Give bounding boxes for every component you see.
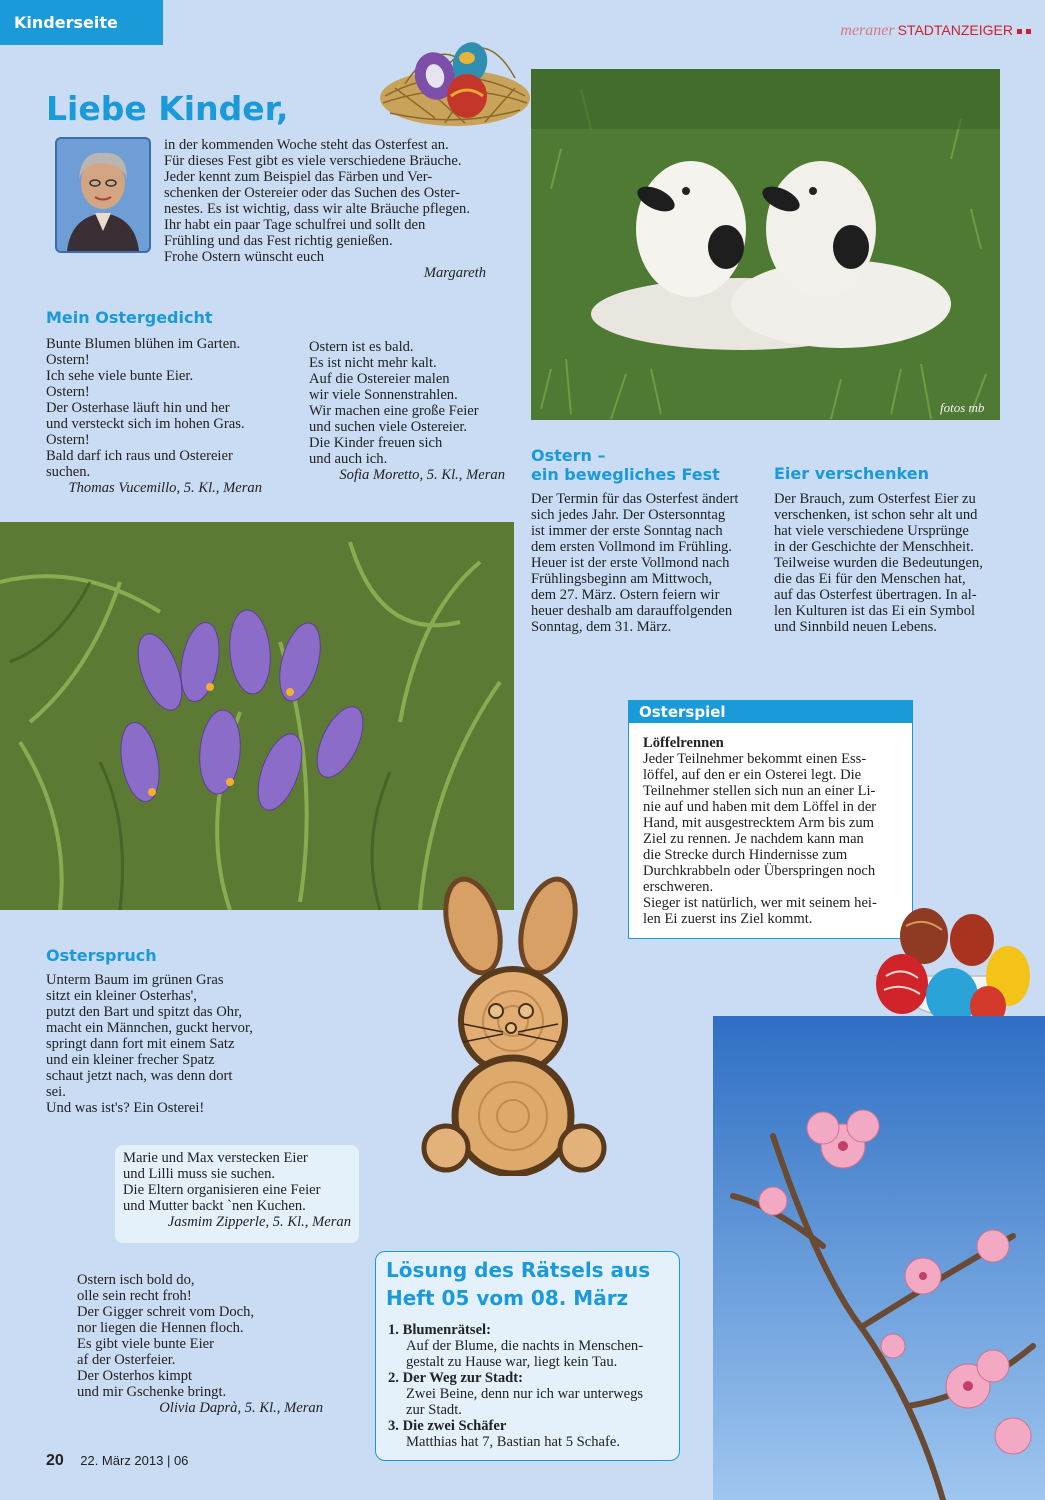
solution-name: Der Weg zur Stadt: xyxy=(402,1370,524,1386)
poem-line: Bunte Blumen blühen im Garten. xyxy=(46,336,241,352)
masthead-name: STADTANZEIGER xyxy=(897,22,1013,38)
saying-line: macht ein Männchen, guckt hervor, xyxy=(46,1020,253,1036)
game-line: die Strecke durch Hindernisse zum xyxy=(643,847,848,863)
lambs-photo xyxy=(531,69,1000,420)
article2-title: Eier verschenken xyxy=(774,464,929,483)
intro-line: in der kommenden Woche steht das Osterfest an. xyxy=(164,137,449,153)
story-text xyxy=(123,1150,351,1230)
solution-number: 1. xyxy=(388,1322,399,1338)
issue-date: 22. März 2013 | 06 xyxy=(80,1453,189,1468)
game-line: Durchkrabbeln oder Überspringen noch xyxy=(643,863,876,879)
game-header: Osterspiel xyxy=(629,701,912,723)
story-line: Die Eltern organisieren eine Feier xyxy=(123,1182,321,1198)
game-line: Teilnehmer stellen sich nun an einer Li- xyxy=(643,783,876,799)
poem1-title: Mein Ostergedicht xyxy=(46,308,213,327)
poem2-text xyxy=(309,339,505,483)
poem1-text xyxy=(46,336,262,496)
article-line: dem ersten Vollmond im Frühling. xyxy=(531,539,732,555)
intro-line: Für dieses Fest gibt es viele verschiedene Bräuche. xyxy=(164,153,462,169)
author-portrait xyxy=(55,137,151,253)
poem-line: und versteckt sich im hohen Gras. xyxy=(46,416,245,432)
poem-line: Die Kinder freuen sich xyxy=(309,435,443,451)
article-line: sich jedes Jahr. Der Ostersonntag xyxy=(531,507,726,523)
dialect-line: Der Osterhos kimpt xyxy=(77,1368,193,1384)
article-line: Teilweise wurden die Bedeutungen, xyxy=(774,555,983,571)
article-line: Der Termin für das Osterfest ändert xyxy=(531,491,739,507)
article1-title-line: ein bewegliches Fest xyxy=(531,465,720,484)
saying-text xyxy=(46,972,272,1116)
game-line: Hand, mit ausgestrecktem Arm bis zum xyxy=(643,815,875,831)
saying-line: Unterm Baum im grünen Gras xyxy=(46,972,224,988)
poem-line: suchen. xyxy=(46,464,91,480)
solution-number: 3. xyxy=(388,1418,399,1434)
poem-line: Ich sehe viele bunte Eier. xyxy=(46,368,194,384)
saying-line: schaut jetzt nach, was denn dort xyxy=(46,1068,233,1084)
masthead xyxy=(840,22,1031,40)
saying-title: Osterspruch xyxy=(46,946,157,965)
game-box xyxy=(628,700,913,939)
article1-text xyxy=(531,491,756,635)
article-line: in der Geschichte der Menschheit. xyxy=(774,539,974,555)
article1-title-line: Ostern – xyxy=(531,446,606,465)
masthead-square-icon xyxy=(1026,29,1031,34)
poem-line: Ostern! xyxy=(46,352,90,368)
saying-line: Und was ist's? Ein Osterei! xyxy=(46,1100,205,1116)
poem-line: Ostern! xyxy=(46,432,90,448)
solution-item xyxy=(388,1322,673,1370)
poem1-author: Thomas Vucemillo, 5. Kl., Meran xyxy=(68,480,262,496)
solution-answer: Matthias hat 7, Bastian hat 5 Schafe. xyxy=(406,1434,620,1450)
poem-line: Wir machen eine große Feier xyxy=(309,403,479,419)
game-line: Jeder Teilnehmer bekommt einen Ess- xyxy=(643,751,867,767)
poem-line: und auch ich. xyxy=(309,451,388,467)
intro-line: Frohe Ostern wünscht euch xyxy=(164,249,325,265)
solution-answer: gestalt zu Hause war, liegt kein Tau. xyxy=(406,1354,618,1370)
page-number: 20 xyxy=(46,1452,64,1469)
article-line: len Kulturen ist das Ei ein Symbol xyxy=(774,603,976,619)
article-line: Heuer ist der erste Vollmond nach xyxy=(531,555,730,571)
game-line: erschweren. xyxy=(643,879,714,895)
game-line: löffel, auf den er ein Osterei legt. Die xyxy=(643,767,862,783)
intro-line: Jeder kennt zum Beispiel das Färben und Ver- xyxy=(164,169,433,185)
article-line: verschenken, ist schon sehr alt und xyxy=(774,507,978,523)
article-line: hat viele verschiedene Ursprünge xyxy=(774,523,969,539)
dialect-line: Der Gigger schreit vom Doch, xyxy=(77,1304,255,1320)
article-line: Der Brauch, zum Osterfest Eier zu xyxy=(774,491,976,507)
dialect-line: olle sein recht froh! xyxy=(77,1288,192,1304)
solution-item xyxy=(388,1418,673,1450)
intro-title: Liebe Kinder, xyxy=(46,89,289,128)
crocus-photo xyxy=(0,522,514,910)
saying-line: putzt den Bart und spitzt das Ohr, xyxy=(46,1004,242,1020)
solution-box xyxy=(375,1251,680,1461)
intro-line: Frühling und das Fest richtig genießen. xyxy=(164,233,393,249)
peach-blossom-photo xyxy=(713,1016,1045,1500)
poem-line: Es ist nicht mehr kalt. xyxy=(309,355,437,371)
intro-line: schenken der Ostereier oder das Suchen des Oster- xyxy=(164,185,460,201)
article-line: Sonntag, dem 31. März. xyxy=(531,619,672,635)
article-line: Frühlingsbeginn am Mittwoch, xyxy=(531,571,713,587)
poem-line: und suchen viele Ostereier. xyxy=(309,419,468,435)
section-tab: Kinderseite xyxy=(0,0,163,45)
game-subtitle: Löffelrennen xyxy=(643,735,724,751)
solution-number: 2. xyxy=(388,1370,399,1386)
dialect-line: Ostern isch bold do, xyxy=(77,1272,195,1288)
easter-nest-illustration xyxy=(375,18,535,133)
poem-line: Ostern ist es bald. xyxy=(309,339,414,355)
masthead-brand: meraner xyxy=(840,22,895,39)
article1-title xyxy=(531,446,720,484)
dialect-line: af der Osterfeier. xyxy=(77,1352,176,1368)
game-text xyxy=(643,735,901,927)
saying-line: sitzt ein kleiner Osterhas', xyxy=(46,988,197,1004)
article-line: die das Ei für den Menschen hat, xyxy=(774,571,966,587)
page-footer xyxy=(46,1452,188,1470)
solution-title-line: Heft 05 vom 08. März xyxy=(386,1286,629,1310)
article-line: und Sinnbild neuen Lebens. xyxy=(774,619,937,635)
poem2-author: Sofia Moretto, 5. Kl., Meran xyxy=(339,467,505,483)
photo-credit: fotos mb xyxy=(940,400,985,415)
solution-answer: Zwei Beine, denn nur ich war unterwegs xyxy=(406,1386,644,1402)
saying-line: sei. xyxy=(46,1084,66,1100)
solution-answer: Auf der Blume, die nachts in Menschen- xyxy=(406,1338,644,1354)
intro-text xyxy=(164,137,486,281)
dialect-line: nor liegen die Hennen floch. xyxy=(77,1320,244,1336)
game-line: len Ei zuerst ins Ziel kommt. xyxy=(643,911,813,927)
game-line: Sieger ist natürlich, wer mit seinem hei- xyxy=(643,895,877,911)
poem-line: Der Osterhase läuft hin und her xyxy=(46,400,230,416)
intro-signature: Margareth xyxy=(423,265,486,281)
solution-answer: zur Stadt. xyxy=(406,1402,462,1418)
game-line: Ziel zu rennen. Je nachdem kann man xyxy=(643,831,864,847)
solution-title xyxy=(386,1256,650,1312)
story-line: und Mutter backt `nen Kuchen. xyxy=(123,1198,306,1214)
intro-line: Ihr habt ein paar Tage schulfrei und sollt den xyxy=(164,217,426,233)
poem-line: Ostern! xyxy=(46,384,90,400)
poem-line: Bald darf ich raus und Ostereier xyxy=(46,448,233,464)
dialect-line: und mir Gschenke bringt. xyxy=(77,1384,227,1400)
saying-line: springt dann fort mit einem Satz xyxy=(46,1036,235,1052)
article-line: auf das Osterfest übertragen. In al- xyxy=(774,587,977,603)
story-author: Jasmim Zipperle, 5. Kl., Meran xyxy=(167,1214,351,1230)
solution-item xyxy=(388,1370,673,1418)
intro-line: nestes. Es ist wichtig, dass wir alte Bräuche pflegen. xyxy=(164,201,470,217)
solution-list xyxy=(388,1322,673,1450)
masthead-square-icon xyxy=(1017,29,1022,34)
article-line: heuer deshalb am darauffolgenden xyxy=(531,603,733,619)
poem-line: Auf die Ostereier malen xyxy=(309,371,450,387)
story-line: und Lilli muss sie suchen. xyxy=(123,1166,276,1182)
article-line: dem 27. März. Ostern feiern wir xyxy=(531,587,720,603)
article2-text xyxy=(774,491,1000,635)
solution-name: Die zwei Schäfer xyxy=(402,1418,507,1434)
poem-line: wir viele Sonnenstrahlen. xyxy=(309,387,458,403)
game-line: nie auf und haben mit dem Löffel in der xyxy=(643,799,877,815)
solution-title-line: Lösung des Rätsels aus xyxy=(386,1258,651,1282)
dialect-author: Olivia Daprà, 5. Kl., Meran xyxy=(159,1400,323,1416)
article-line: ist immer der erste Sonntag nach xyxy=(531,523,723,539)
story-box xyxy=(115,1145,359,1243)
dialect-poem-text xyxy=(77,1272,323,1416)
dialect-line: Es gibt viele bunte Eier xyxy=(77,1336,214,1352)
story-line: Marie und Max verstecken Eier xyxy=(123,1150,308,1166)
solution-name: Blumenrätsel: xyxy=(402,1322,491,1338)
wooden-rabbit-illustration xyxy=(418,876,610,1176)
saying-line: und ein kleiner frecher Spatz xyxy=(46,1052,215,1068)
